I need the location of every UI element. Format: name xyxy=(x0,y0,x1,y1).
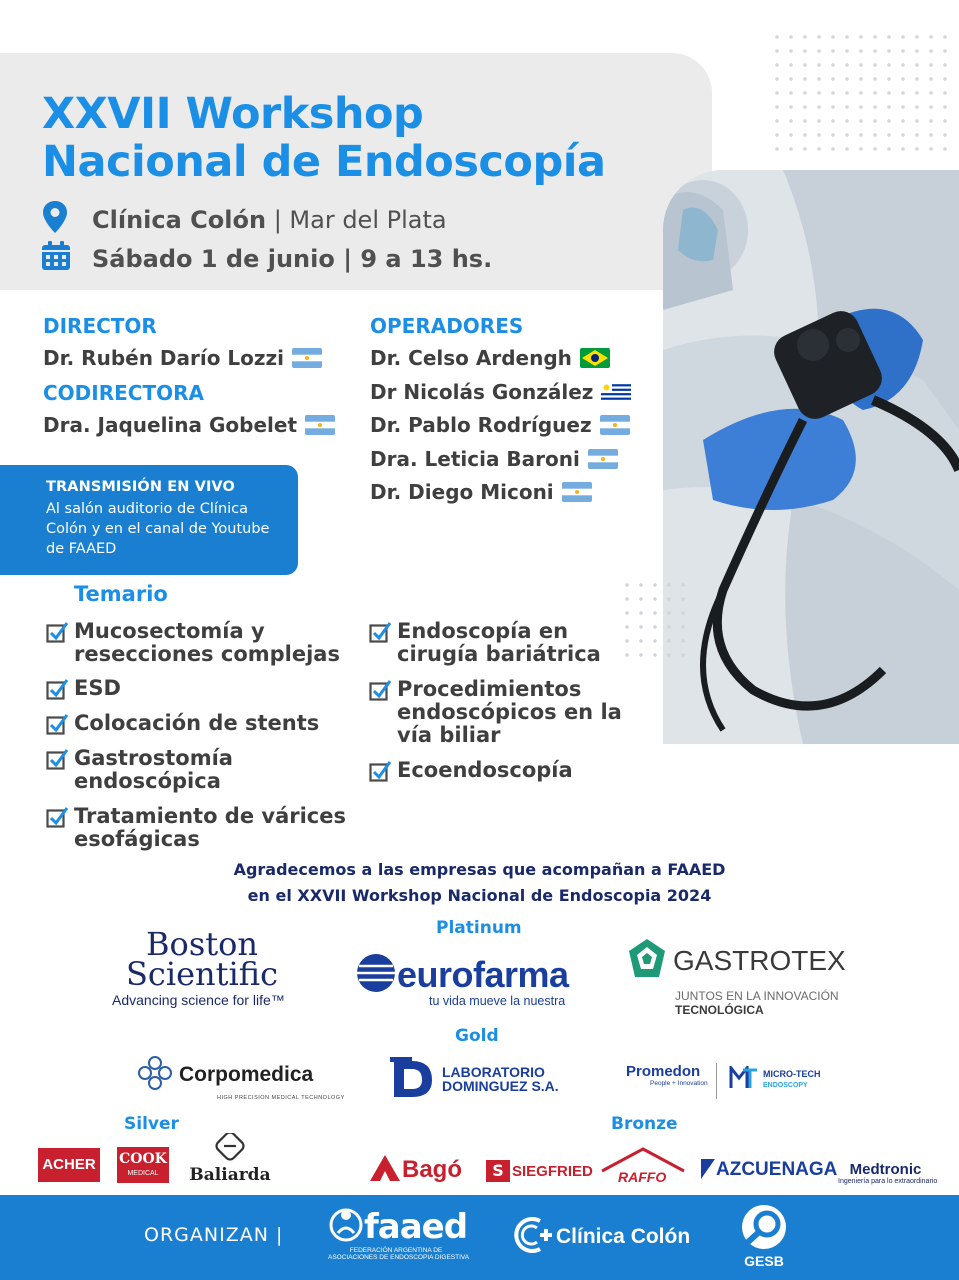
gastrotex-logo: GASTROTEX JUNTOS EN LA INNOVACIÓN TECNOLÓGICA xyxy=(625,937,846,1017)
medtronic-logo: Medtronic Ingeniería para lo extraordinario xyxy=(838,1161,938,1185)
dominguez-emblem-icon xyxy=(388,1055,436,1103)
temario-heading: Temario xyxy=(74,582,168,606)
thanks-line-2: en el XXVII Workshop Nacional de Endoscopia 2024 xyxy=(247,886,712,905)
topic-item: Gastrostomía endoscópica xyxy=(74,747,364,793)
clinica-colon-logo: Clínica Colón xyxy=(510,1215,690,1259)
checkbox-checked-icon xyxy=(369,760,391,782)
location-row: Clínica Colón | Mar del Plata xyxy=(40,200,447,240)
topic-item: Tratamiento de várices esofágicas xyxy=(74,805,364,851)
operador-item: Dr. Diego Miconi xyxy=(370,480,592,504)
endoscope-photo xyxy=(663,170,959,744)
corpomedica-logo: Corpomedica HIGH PRECISION MEDICAL TECHNOLOGY xyxy=(137,1055,345,1101)
organizan-label: ORGANIZAN | xyxy=(144,1224,284,1246)
logo-divider xyxy=(716,1063,717,1099)
checkbox-checked-icon xyxy=(46,713,68,735)
clinica-colon-emblem-icon xyxy=(510,1215,556,1259)
director-heading: DIRECTOR xyxy=(43,314,157,338)
topic-item: ESD xyxy=(74,677,364,700)
topic-item: Colocación de stents xyxy=(74,712,364,735)
operadores-heading: OPERADORES xyxy=(370,314,524,338)
checkbox-checked-icon xyxy=(369,679,391,701)
promedon-logo: Promedon People + Innovation xyxy=(626,1063,708,1087)
bago-triangle-icon xyxy=(368,1153,402,1187)
topic-item: Endoscopía en cirugía bariátrica xyxy=(397,620,647,666)
calendar-icon xyxy=(40,240,74,278)
checkbox-checked-icon xyxy=(46,806,68,828)
operador-item: Dr. Pablo Rodríguez xyxy=(370,413,630,437)
checkbox-checked-icon xyxy=(46,621,68,643)
thanks-line-1: Agradecemos a las empresas que acompañan a FAAED xyxy=(233,860,726,879)
baliarda-logo: Baliarda xyxy=(187,1133,273,1185)
brazil-flag-icon xyxy=(580,348,610,368)
operador-item: Dr. Celso Ardengh xyxy=(370,346,610,370)
corpomedica-flower-icon xyxy=(137,1055,173,1095)
date-row: Sábado 1 de junio | 9 a 13 hs. xyxy=(40,240,492,278)
topic-item: Procedimientos endoscópicos en la vía biliar xyxy=(397,678,647,747)
platinum-label: Platinum xyxy=(436,918,522,938)
live-broadcast-box: TRANSMISIÓN EN VIVO Al salón auditorio de Clínica Colón y en el canal de Youtube de FAAED xyxy=(0,465,298,575)
boston-scientific-logo: Boston Scientific Advancing science for life™ xyxy=(112,925,285,1008)
argentina-flag-icon xyxy=(588,449,618,469)
event-title: XXVII Workshop Nacional de Endoscopía xyxy=(42,89,606,187)
bago-logo: Bagó xyxy=(368,1153,462,1187)
gesb-magnifier-icon xyxy=(733,1203,795,1259)
laboratorio-dominguez-logo: LABORATORIO DOMINGUEZ S.A. xyxy=(388,1055,559,1103)
argentina-flag-icon xyxy=(562,482,592,502)
argentina-flag-icon xyxy=(305,415,335,435)
eurofarma-logo: eurofarma tu vida mueve la nuestra xyxy=(355,952,569,1008)
director-name: Dr. Rubén Darío Lozzi xyxy=(43,346,322,370)
gastrotex-emblem-icon xyxy=(625,937,669,985)
faaed-logo: faaed FEDERACIÓN ARGENTINA DE ASOCIACIONES DE ENDOSCOPIA DIGESTIVA xyxy=(328,1207,470,1261)
micro-tech-logo: MICRO-TECH ENDOSCOPY xyxy=(729,1066,821,1094)
micro-tech-emblem-icon xyxy=(729,1066,759,1094)
silver-label: Silver xyxy=(124,1114,179,1134)
uruguay-flag-icon xyxy=(601,382,631,402)
footer-bar xyxy=(0,1195,959,1280)
azcuenaga-emblem-icon xyxy=(701,1157,715,1183)
baliarda-emblem-icon xyxy=(187,1133,273,1165)
checkbox-checked-icon xyxy=(46,678,68,700)
argentina-flag-icon xyxy=(600,415,630,435)
siegfried-logo: S SIEGFRIED xyxy=(486,1160,593,1182)
codirectora-heading: CODIRECTORA xyxy=(43,381,204,405)
acher-logo: ACHER xyxy=(38,1148,100,1182)
bronze-label: Bronze xyxy=(611,1114,678,1134)
gesb-logo: GESB xyxy=(733,1203,795,1269)
operador-item: Dra. Leticia Baroni xyxy=(370,447,618,471)
topic-item: Ecoendoscopía xyxy=(397,759,647,782)
location-pin-icon xyxy=(40,200,74,240)
operador-item: Dr Nicolás González xyxy=(370,380,631,404)
siegfried-s-icon: S xyxy=(486,1160,510,1182)
codirectora-name: Dra. Jaquelina Gobelet xyxy=(43,413,335,437)
decorative-dots xyxy=(770,30,950,160)
cook-medical-logo: COOK MEDICAL xyxy=(117,1147,169,1183)
globe-icon xyxy=(355,952,397,998)
raffo-logo: RAFFO xyxy=(600,1147,686,1185)
azcuenaga-logo: AZCUENAGA xyxy=(701,1157,837,1183)
faaed-emblem-icon xyxy=(328,1205,364,1249)
checkbox-checked-icon xyxy=(46,748,68,770)
checkbox-checked-icon xyxy=(369,621,391,643)
topic-item: Mucosectomía y resecciones complejas xyxy=(74,620,364,666)
argentina-flag-icon xyxy=(292,348,322,368)
gold-label: Gold xyxy=(455,1026,499,1046)
